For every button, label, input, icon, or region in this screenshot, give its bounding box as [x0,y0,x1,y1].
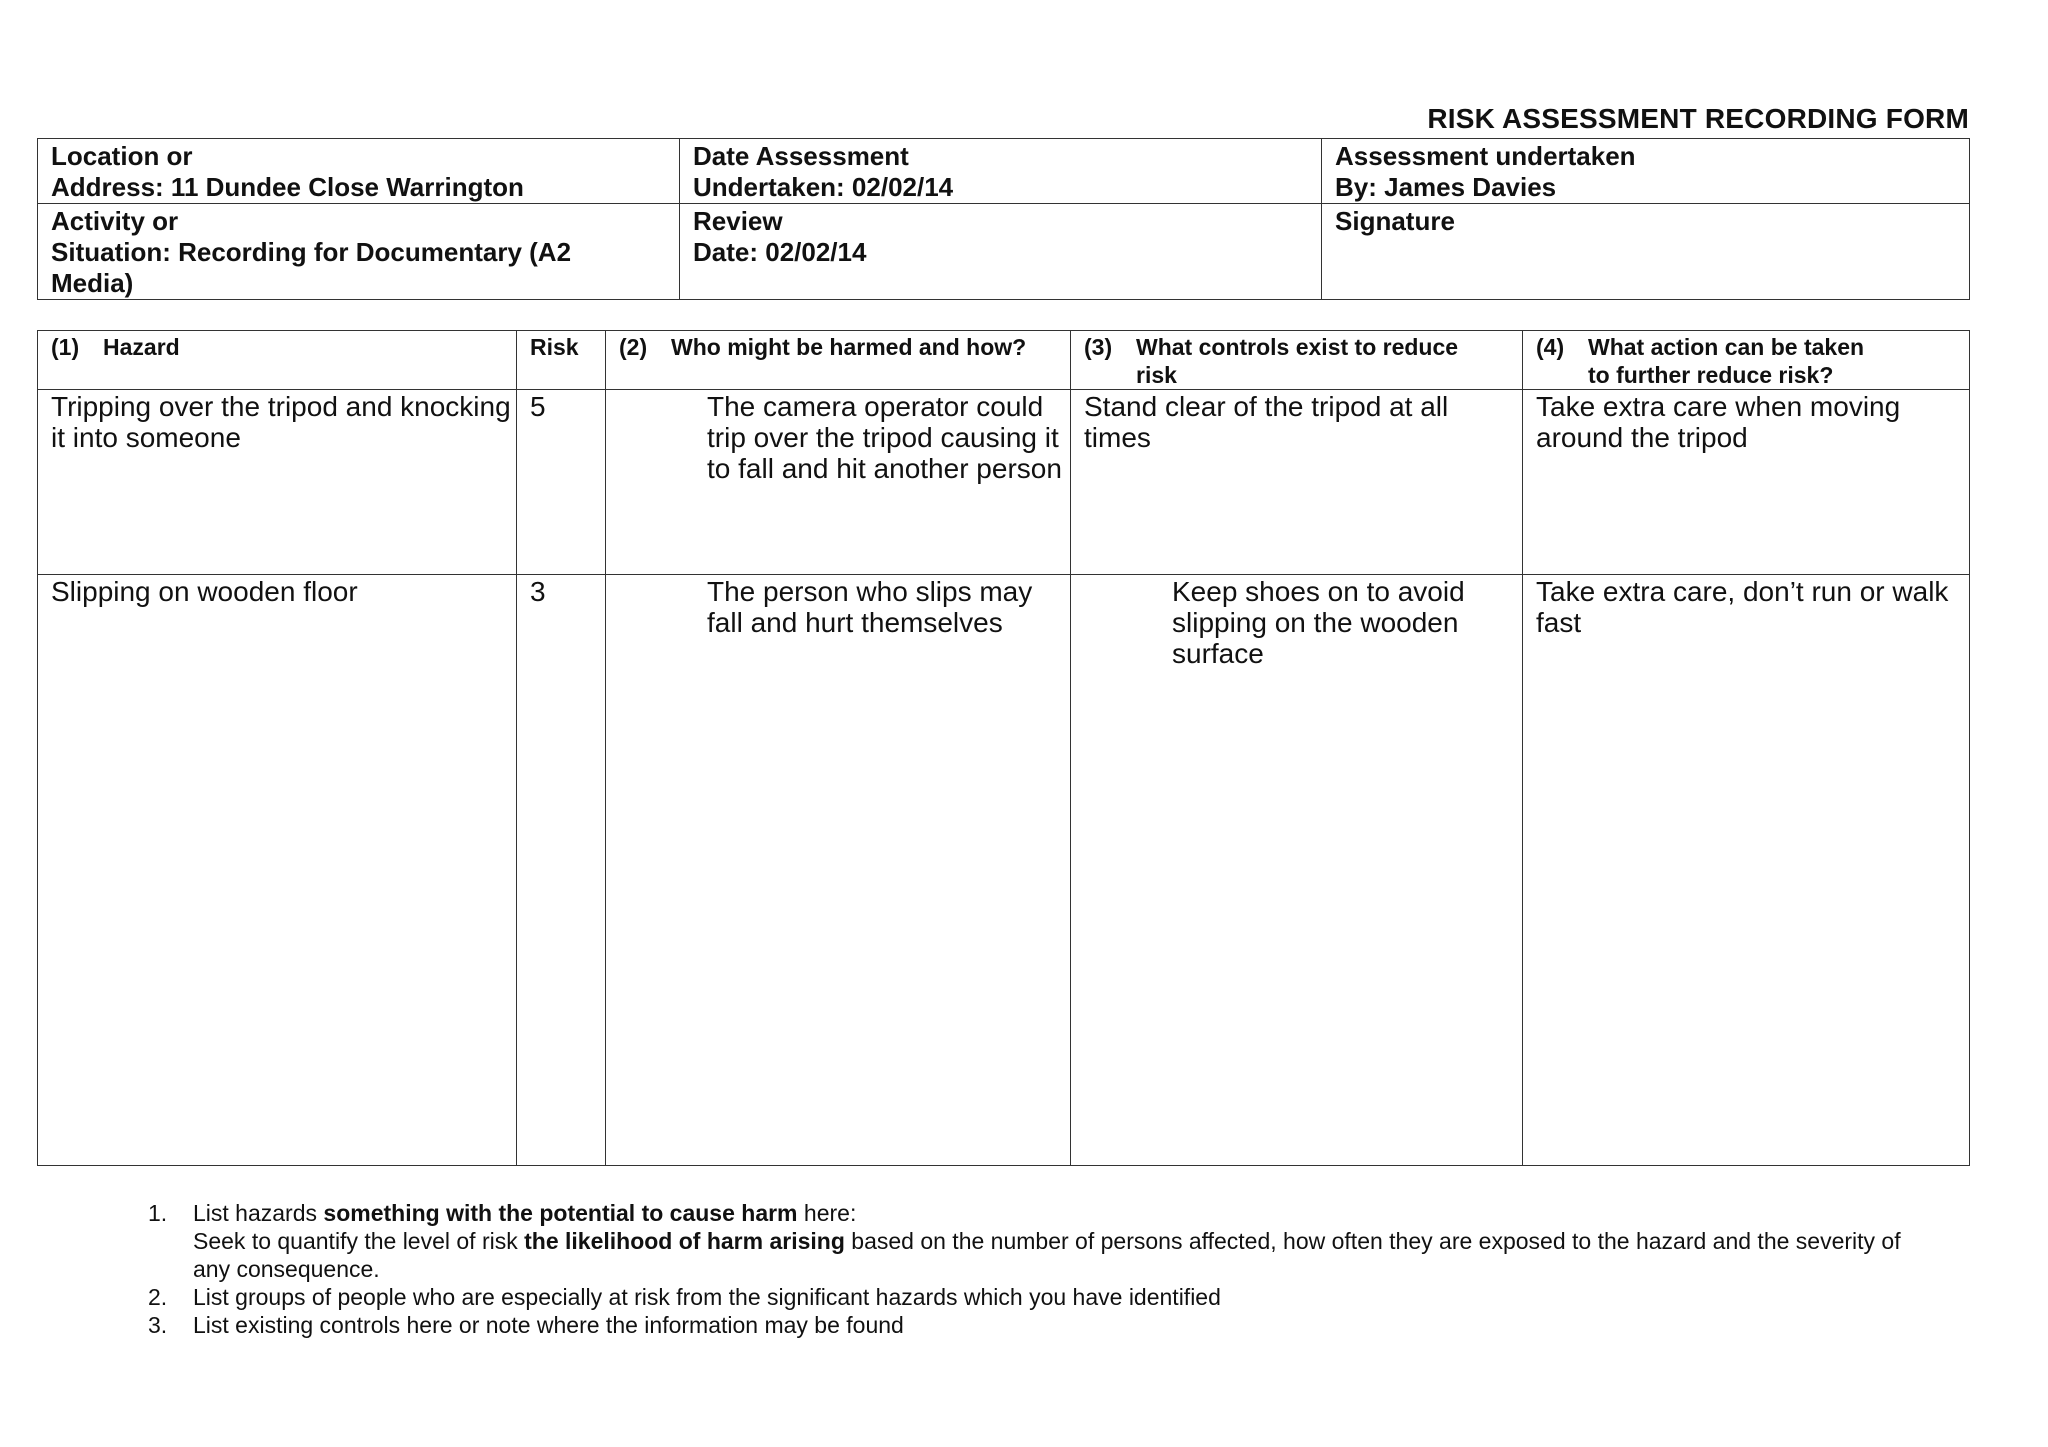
controls-column-header [1071,331,1523,390]
risk-table [37,330,1970,1166]
who-column-number: (2) [619,334,648,360]
list-item [148,1199,1928,1283]
review-label: Review [693,206,783,236]
risk-cell [517,575,606,1166]
address-value: Address: 11 Dundee Close Warrington [51,172,524,202]
situation-line-1: Situation: Recording for Documentary (A2 [51,237,572,267]
hazard-text: Slipping on wooden floor [51,576,358,607]
note-number: 3. [148,1312,168,1338]
hazard-text: Tripping over the tripod and knocking it into someone [51,391,511,453]
list-item [148,1283,1928,1311]
controls-cell [1071,575,1523,1166]
activity-cell [38,204,680,300]
assessment-header-table [37,138,1970,300]
note-text [193,1199,1928,1283]
table-row [38,390,1970,575]
hazard-column-label: Hazard [103,334,180,360]
controls-text: Stand clear of the tripod at all times [1084,391,1449,453]
assessor-label: Assessment undertaken [1335,141,1636,171]
action-column-header [1523,331,1970,390]
controls-cell [1071,390,1523,575]
instructions-list [148,1199,1928,1339]
hazard-column-number: (1) [51,334,80,360]
review-date-value: Date: 02/02/14 [693,237,867,267]
assessor-name: By: James Davies [1335,172,1557,202]
note-number: 1. [148,1200,168,1226]
who-column-label: Who might be harmed and how? [671,334,1027,360]
action-text: Take extra care when moving around the tripod [1536,391,1901,453]
activity-label: Activity or [51,206,179,236]
action-cell [1523,390,1970,575]
who-cell [606,575,1071,1166]
controls-column-label-2: risk [1136,362,1177,388]
action-column-number: (4) [1536,334,1565,360]
action-text: Take extra care, don’t run or walk fast [1536,576,1949,638]
who-column-header [606,331,1071,390]
note-text-part: List hazards [193,1200,324,1226]
note-text: List existing controls here or note where the information may be found [193,1312,904,1338]
note-number: 2. [148,1284,168,1310]
table-row [38,575,1970,1166]
note-emphasis: something with the potential to cause harm [323,1200,798,1226]
header-row [38,139,1970,204]
controls-column-number: (3) [1084,334,1113,360]
note-emphasis: the likelihood of harm arising [524,1228,845,1254]
date-cell [680,139,1322,204]
note-text: List groups of people who are especially at risk from the significant hazards which you have identified [193,1284,1221,1310]
hazard-cell [38,575,517,1166]
action-cell [1523,575,1970,1166]
form-title: RISK ASSESSMENT RECORDING FORM [1427,103,1969,134]
header-row [38,204,1970,300]
note-text-part: here: [797,1200,857,1226]
controls-column-label-1: What controls exist to reduce [1136,334,1459,360]
hazard-cell [38,390,517,575]
column-header-row [38,331,1970,390]
date-label: Date Assessment [693,141,909,171]
list-item [148,1311,1928,1339]
location-label: Location or [51,141,193,171]
assessor-cell [1322,139,1970,204]
risk-value: 5 [530,391,546,422]
review-cell [680,204,1322,300]
action-column-label-2: to further reduce risk? [1588,362,1834,388]
signature-cell [1322,204,1970,300]
note-text-part: based on the number of persons affected, how often they are exposed to the hazard and the severity of any consequence. [193,1228,1901,1282]
signature-label: Signature [1335,206,1455,236]
who-cell [606,390,1071,575]
note-text-part: Seek to quantify the level of risk [193,1228,525,1254]
risk-cell [517,390,606,575]
risk-value: 3 [530,576,546,607]
situation-line-2: Media) [51,268,134,298]
risk-column-header [517,331,606,390]
location-cell [38,139,680,204]
action-column-label-1: What action can be taken [1588,334,1865,360]
hazard-column-header [38,331,517,390]
undertaken-date-value: Undertaken: 02/02/14 [693,172,954,202]
who-text: The camera operator could trip over the tripod causing it to fall and hit another person [707,391,1062,484]
controls-text: Keep shoes on to avoid slipping on the wooden surface [1172,576,1465,669]
risk-column-label: Risk [530,334,579,360]
who-text: The person who slips may fall and hurt themselves [707,576,1033,638]
